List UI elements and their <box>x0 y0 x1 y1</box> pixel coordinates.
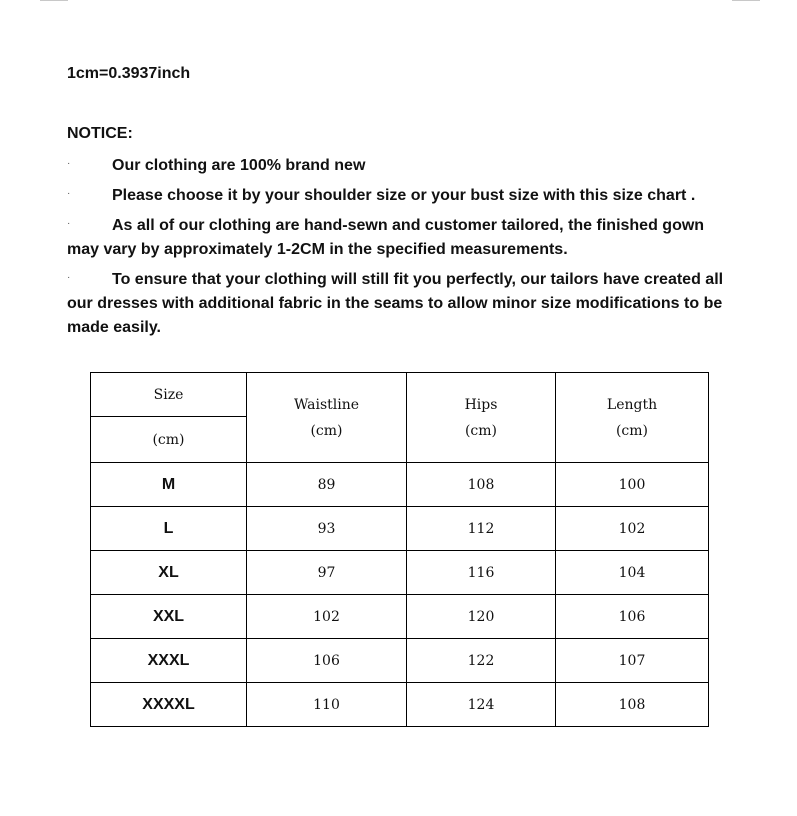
notice-item-text: Please choose it by your shoulder size or your bust size with this size chart . <box>112 187 696 204</box>
length-cell: 108 <box>556 683 709 727</box>
header-hips-unit: (cm) <box>464 422 498 439</box>
hips-cell: 116 <box>407 551 556 595</box>
notice-list <box>67 154 732 346</box>
table-row <box>91 507 709 551</box>
waistline-cell: 97 <box>247 551 407 595</box>
bullet-dot: · <box>67 158 71 169</box>
notice-item-text: Our clothing are 100% brand new <box>112 157 366 174</box>
waistline-cell: 106 <box>247 639 407 683</box>
hips-cell: 108 <box>407 463 556 507</box>
size-cell: L <box>91 507 247 551</box>
table-row <box>91 551 709 595</box>
header-size-label: Size <box>153 386 184 403</box>
header-size <box>91 373 247 417</box>
header-length <box>556 373 709 463</box>
length-cell: 102 <box>556 507 709 551</box>
table-row <box>91 639 709 683</box>
header-length-label: Length <box>606 396 658 413</box>
hips-cell: 122 <box>407 639 556 683</box>
top-right-edge-mark <box>732 0 760 1</box>
size-chart-table <box>90 372 709 727</box>
notice-item-text: To ensure that your clothing will still fit you perfectly, our tailors have created all our dresses with additional fabric in the seams to allow minor size modifications to be made easily. <box>67 271 724 336</box>
notice-item <box>67 184 732 208</box>
notice-item <box>67 154 732 178</box>
notice-item <box>67 214 732 262</box>
hips-cell: 112 <box>407 507 556 551</box>
waistline-cell: 102 <box>247 595 407 639</box>
header-waistline <box>247 373 407 463</box>
table-row <box>91 463 709 507</box>
hips-cell: 124 <box>407 683 556 727</box>
header-hips <box>407 373 556 463</box>
header-hips-label: Hips <box>464 396 498 413</box>
header-waistline-unit: (cm) <box>310 422 343 439</box>
size-cell: XL <box>91 551 247 595</box>
header-size-unit-label: (cm) <box>152 431 185 448</box>
size-cell: XXXL <box>91 639 247 683</box>
bullet-dot: · <box>67 218 71 229</box>
bullet-dot: · <box>67 188 71 199</box>
unit-conversion-note: 1cm=0.3937inch <box>67 65 191 82</box>
header-size-unit <box>91 417 247 463</box>
notice-title: NOTICE: <box>67 125 133 142</box>
header-waistline-label: Waistline <box>293 396 360 413</box>
header-length-unit: (cm) <box>615 422 649 439</box>
length-cell: 107 <box>556 639 709 683</box>
table-row <box>91 595 709 639</box>
size-cell: XXL <box>91 595 247 639</box>
notice-item-text: As all of our clothing are hand-sewn and customer tailored, the finished gown may vary by approximately 1-2CM in the specified measurements. <box>67 217 705 258</box>
size-cell: XXXXL <box>91 683 247 727</box>
table-row <box>91 683 709 727</box>
bullet-dot: · <box>67 272 71 283</box>
length-cell: 104 <box>556 551 709 595</box>
waistline-cell: 93 <box>247 507 407 551</box>
length-cell: 100 <box>556 463 709 507</box>
waistline-cell: 110 <box>247 683 407 727</box>
hips-cell: 120 <box>407 595 556 639</box>
notice-item <box>67 268 732 340</box>
length-cell: 106 <box>556 595 709 639</box>
top-left-edge-mark <box>40 0 68 1</box>
size-cell: M <box>91 463 247 507</box>
waistline-cell: 89 <box>247 463 407 507</box>
